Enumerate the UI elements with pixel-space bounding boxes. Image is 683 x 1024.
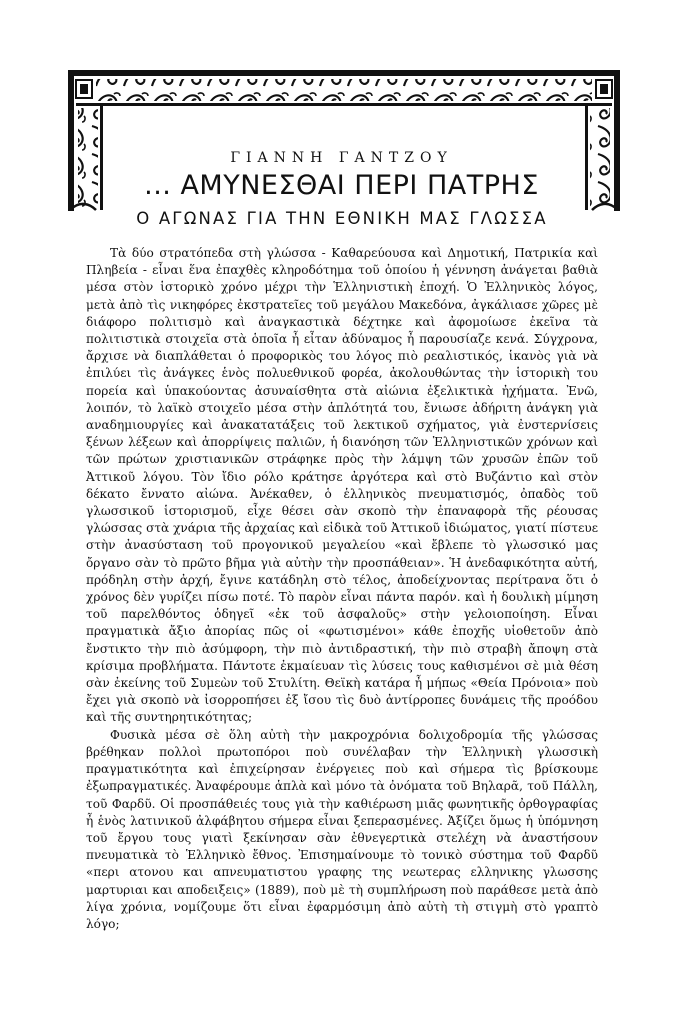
paragraph-1: Τὰ δύο στρατόπεδα στὴ γλώσσα - Καθαρεύουσα καὶ Δημοτική, Πατρικία καὶ Πληβεία - εἶναι ἕνα ἐπαχθὲς κληροδότημα τοῦ ὁποίου ἡ γέννηση ἀνάγεται βαθιὰ μέσα στὸν ἱστορικὸ χρόνο μέχρι τὴν Ἑλληνιστικὴ ἐποχή. Ὁ Ἑλληνικὸς λόγος, μετὰ ἀπὸ τὶς νικηφόρες ἐκστρατεῖες τοῦ μεγάλου Μακεδόνα, ἀγκάλιασε χῶρες μὲ διάφορο πολιτισμὸ καὶ ἀναγκαστικὰ δέχτηκε καὶ ἀφομοίωσε ἐκεῖνα τὰ πολιτιστικὰ στοιχεῖα στὰ ὁποῖα ἦ εἶταν ἀδύναμος ἦ παρουσίαζε κενά. Σύγχρονα, ἄρχισε νὰ διαπλάθεται ὁ προφορικὸς του λόγος πιὸ ρεαλιστικός, ἱκανὸς γιὰ νὰ ἐπιλύει τὶς ἀνάγκες ἑνὸς πολυεθνικοῦ φορέα, ἀκολουθώντας τὴν ἱστορικὴ του πορεία καὶ ὑπακούοντας ἀσυναίσθητα στὰ αἰώνια ἐξελικτικὰ ἠχήματα. Ἐνῶ, λοιπόν, τὸ λαϊκὸ στοιχεῖο μέσα στὴν ἁπλότητά του, ἔνιωσε ἀδήριτη ἀνάγκη γιὰ αναδημιουργίες καὶ ἀνακατατάξεις τοῦ λεκτικοῦ σχήματος, γιὰ ἐνστερνίσεις ξένων λέξεων καὶ ἀπορρίψεις παλιῶν, ἡ διανόηση τῶν Ἑλληνιστικῶν χρόνων καὶ τῶν πρώτων χριστιανικῶν στράφηκε πρὸς τὴν λάμψη τῶν χρυσῶν ἐπῶν τοῦ Ἀττικοῦ λόγου. Τὸν ἴδιο ρόλο κράτησε ἀργότερα καὶ στὸ Βυζάντιο καὶ στὸν δέκατο ἔννατο αἰώνα. Ἀνέκαθεν, ὁ ἑλληνικὸς πνευματισμός, ὀπαδὸς τοῦ γλωσσικοῦ ἱστορισμοῦ, εἶχε θέσει σὰν σκοπὸ τὴν ἐπαναφορὰ τῆς ρέουσας γλώσσας στὰ χνάρια τῆς ἀρχαίας καὶ εἰδικὰ τοῦ Ἀττικοῦ ἰδιώματος, γιατί πίστευε στὴν ἀνασύσταση τοῦ προγονικοῦ μεγαλείου «καὶ ἔβλεπε τὸ γλωσσικό μας ὄργανο σὰν τὸ πρῶτο βῆμα γιὰ αὐτὴν τὴν προσπάθειαν». Ἡ ἀνεδαφικότητα αὐτή, πρόδηλη στὴν ἀρχή, ἔγινε κατάδηλη στὸ τέλος, ἀποδείχνοντας περίτρανα ὅτι ὁ χρόνος δὲν γυρίζει πίσω ποτέ. Τὸ παρὸν εἶναι πάντα παρόν. καὶ ἡ δουλικὴ μίμηση τοῦ παρελθόντος ὁδηγεῖ «ἐκ τοῦ ἀσφαλοῦς» στὴν γελοιοποίηση. Εἶναι πραγματικὰ ἄξιο ἀπορίας πῶς οἱ «φωτισμένοι» κάθε ἐποχῆς υἱοθετοῦν ἀπὸ ἔνστικτο τὴν πιὸ ἀσύμφορη, τὴν πιὸ ἀντιδραστική, τὴν πιὸ στραβὴ ἄποψη στὰ κρίσιμα προβλήματα. Πάντοτε ἐκμαίευαν τὶς λύσεις τους καθισμένοι σὲ μιὰ θέση σὰν ἐκείνης τοῦ Συμεὼν τοῦ Στυλίτη. Θεϊκὴ κατάρα ἦ μήπως «Θεία Πρόνοια» ποὺ ἔχει γιὰ σκοπὸ νὰ ἰσορροπήσει ἐξ ἴσου τὶς δυὸ ἀντίρροπες δυνάμεις τῆς προόδου καὶ τῆς συντηρητικότητας; bbox=[86, 246, 598, 725]
article-title: ... ΑΜΥΝΕΣΘΑΙ ΠΕΡΙ ΠΑΤΡΗΣ bbox=[144, 170, 539, 201]
article-body bbox=[86, 245, 598, 933]
article-subtitle: Ο ΑΓΩΝΑΣ ΓΙΑ ΤΗΝ ΕΘΝΙΚΗ ΜΑΣ ΓΛΩΣΣΑ bbox=[136, 209, 548, 228]
author-name: ΓΙΑΝΝΗ ΓΑΝΤΖΟΥ bbox=[230, 150, 453, 166]
paragraph-2: Φυσικὰ μέσα σὲ ὅλη αὐτὴ τὴν μακροχρόνια δολιχοδρομία τῆς γλώσσας βρέθηκαν πολλοὶ πρωτοπόροι ποὺ συνέλαβαν τὴν Ἑλληνικὴ γλωσσικὴ πραγματικότητα καὶ ἐπιχείρησαν ἐνέργειες ποὺ καὶ σήμερα τὶς βρίσκουμε ἐξωπραγματικές. Ἀναφέρουμε ἁπλὰ καὶ μόνο τὰ ὀνόματα τοῦ Βηλαρᾶ, τοῦ Πάλλη, τοῦ Φαρδῦ. Οἱ προσπάθειές τους γιὰ τὴν καθιέρωση μιᾶς φωνητικῆς ὀρθογραφίας ἦ ἑνὸς λατινικοῦ ἀλφάβητου σήμερα εἶναι ξεπερασμένες. Ἀξίζει ὅμως ἡ ὑπόμνηση τοῦ ἔργου τους γιατὶ ξεκίνησαν σὰν ἐθνεγερτικὰ στελέχη νὰ ἀναστήσουν πνευματικὰ τὸ Ἑλληνικὸ ἔθνος. Ἐπισημαίνουμε τὸ τονικὸ σύστημα τοῦ Φαρδῦ «περι ατονου και απνευματιστου γραφης της νεωτερας ελληνικης γλωσσης μαρτυριαι και αποδειξεις» (1889), ποὺ μὲ τὴ συμπλήρωση ποὺ παράθεσε μετὰ ἀπὸ λίγα χρόνια, νομίζουμε ὅτι εἶναι ἐφαρμόσιμη ἀπὸ αὐτὴ τὴ στιγμὴ στὸ γραπτὸ λόγο; bbox=[86, 727, 598, 931]
